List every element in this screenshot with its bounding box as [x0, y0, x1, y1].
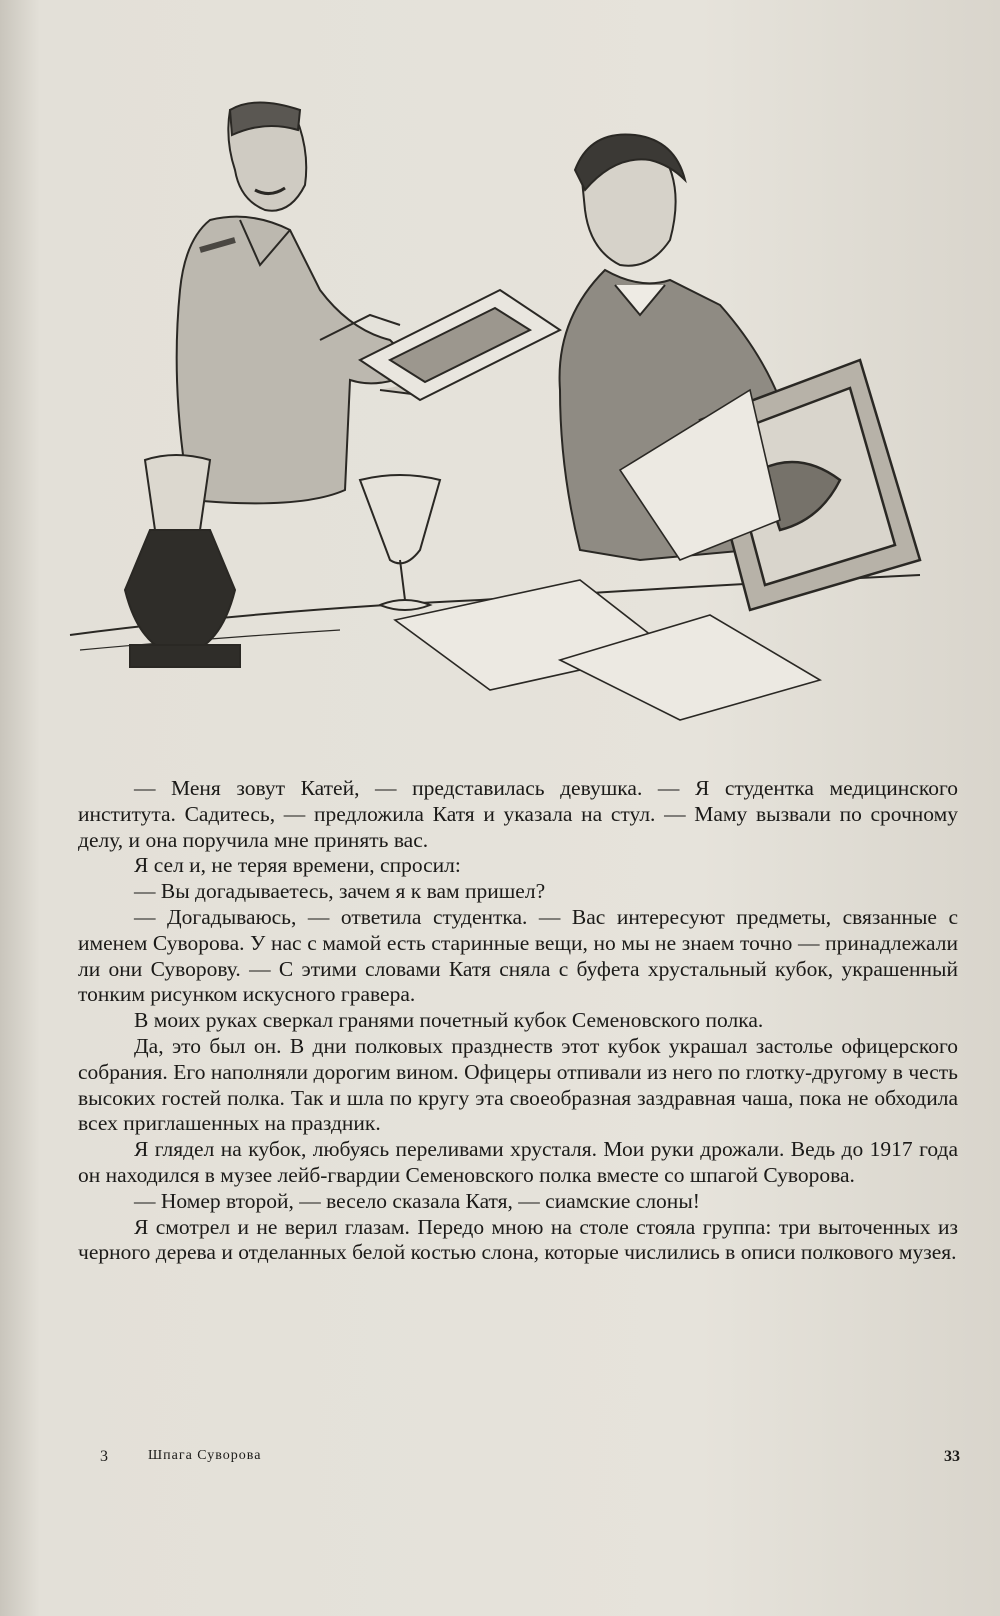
- signature-number: 3: [100, 1448, 108, 1465]
- page-footer: [100, 1448, 960, 1472]
- paragraph: — Догадываюсь, — ответила студентка. — Вас интересуют предметы, связанные с именем Суворова. У нас с мамой есть старинные вещи, но мы не знаем точно — принадлежали ли они Суворову. — С этими словами Катя сняла с буфета хрустальный кубок, украшенный тонким рисунком искусного гравера.: [78, 904, 958, 1007]
- officer-figure-icon: [177, 103, 425, 504]
- framed-picture-icon: [360, 290, 560, 400]
- body-text: [78, 776, 958, 1266]
- paragraph: — Меня зовут Катей, — представилась девушка. — Я студентка медицинского института. Садитесь, — предложила Катя и указала на стул. — Маму вызвали по срочному делу, и она поручила мне принять вас.: [78, 776, 958, 852]
- paragraph: Я сел и, не теряя времени, спросил:: [134, 853, 461, 878]
- signature-title: Шпага Суворова: [148, 1448, 262, 1463]
- illustration: [60, 90, 960, 740]
- paragraph: Я смотрел и не верил глазам. Передо мною на столе стояла группа: три выточенных из черного дерева и отделанных белой костью слона, которые числились в описи полкового музея.: [78, 1214, 958, 1265]
- page-number: 33: [944, 1448, 960, 1465]
- paragraph: Да, это был он. В дни полковых празднеств этот кубок украшал застолье офицерского собрания. Его наполняли дорогим вином. Офицеры отпивали из него по глотку-другому в честь высоких гостей полка. Так и шла по кругу эта своеобразная заздравная чаша, пока не обходила всех приглашенных на праздник.: [78, 1033, 958, 1136]
- paragraph: — Номер второй, — весело сказала Катя, — сиамские слоны!: [134, 1188, 700, 1213]
- paragraph: В моих руках сверкал гранями почетный кубок Семеновского полка.: [134, 1008, 764, 1033]
- paragraph: Я глядел на кубок, любуясь переливами хрусталя. Мои руки дрожали. Ведь до 1917 года он находился в музее лейб-гвардии Семеновского полка вместе со шпагой Суворова.: [78, 1137, 958, 1187]
- paragraph: — Вы догадываетесь, зачем я к вам пришел?: [134, 879, 546, 904]
- crystal-goblet-icon: [360, 475, 440, 610]
